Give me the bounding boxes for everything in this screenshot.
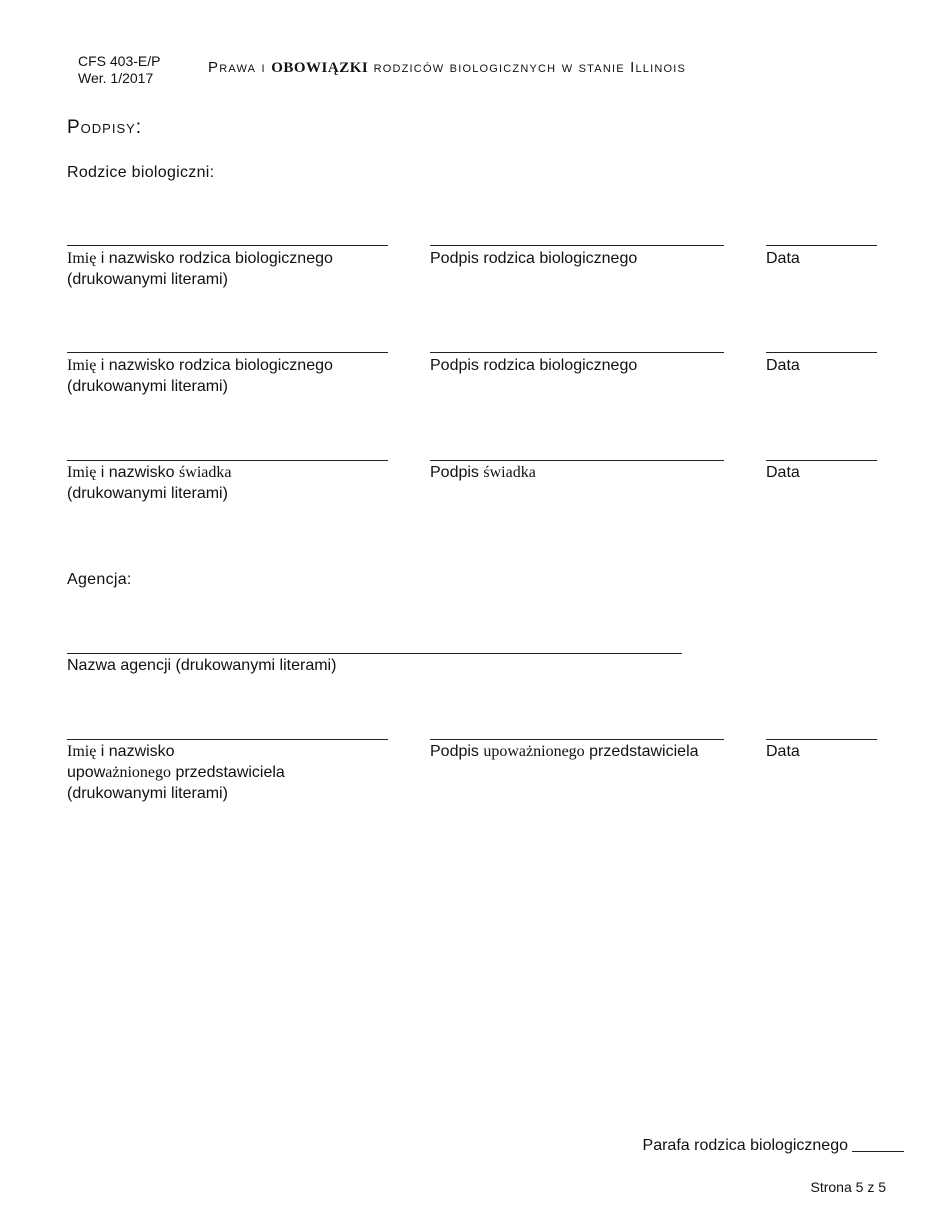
caption-fragment: świadka xyxy=(483,464,536,481)
caption-fragment: i nazwisko xyxy=(96,743,175,760)
witness-name-line[interactable] xyxy=(67,460,388,461)
caption-fragment: Podpis xyxy=(430,464,484,481)
caption-fragment: Imię xyxy=(67,250,97,267)
witness-date-line[interactable] xyxy=(766,460,877,461)
title-part-1: Prawa i xyxy=(208,59,272,76)
parent1-signature-caption: Podpis rodzica biologicznego xyxy=(430,250,638,267)
caption-fragment: przedstawiciela xyxy=(171,764,285,781)
parent1-name-caption xyxy=(67,248,333,290)
parent1-date-caption: Data xyxy=(766,250,800,267)
caption-fragment: Imię xyxy=(67,357,97,374)
representative-date-line[interactable] xyxy=(766,739,877,740)
caption-fragment: przedstawiciela xyxy=(584,743,699,760)
parent1-signature-line[interactable] xyxy=(430,245,724,246)
caption-fragment: i nazwisko xyxy=(96,464,180,481)
title-bold: OBOWIĄZKI xyxy=(271,60,369,76)
parent2-signature-line[interactable] xyxy=(430,352,724,353)
caption-fragment: i nazwisko rodzica biologicznego xyxy=(96,250,333,267)
witness-signature-caption xyxy=(430,462,536,483)
witness-signature-line[interactable] xyxy=(430,460,724,461)
caption-fragment: (drukowanymi literami) xyxy=(67,271,228,288)
parent1-name-line[interactable] xyxy=(67,245,388,246)
representative-signature-caption xyxy=(430,741,699,762)
parent2-signature-caption: Podpis rodzica biologicznego xyxy=(430,357,638,374)
parent2-name-caption xyxy=(67,355,333,397)
caption-fragment: (drukowanymi literami) xyxy=(67,378,228,395)
parent2-name-line[interactable] xyxy=(67,352,388,353)
caption-fragment: (drukowanymi literami) xyxy=(67,785,228,802)
caption-fragment: upow xyxy=(67,764,106,781)
parent-initials-label: Parafa rodzica biologicznego xyxy=(642,1137,848,1154)
biological-parents-label: Rodzice biologiczni: xyxy=(67,164,215,181)
form-number: CFS 403-E/P xyxy=(78,53,161,69)
parent1-date-line[interactable] xyxy=(766,245,877,246)
title-part-2: rodziców biologicznych w stanie Illinois xyxy=(368,59,687,76)
caption-fragment: upoważnionego xyxy=(483,743,585,760)
representative-signature-line[interactable] xyxy=(430,739,724,740)
agency-name-line[interactable] xyxy=(67,653,682,654)
parent-initials xyxy=(643,1137,904,1155)
caption-fragment: i nazwisko rodzica biologicznego xyxy=(96,357,333,374)
representative-name-line[interactable] xyxy=(67,739,388,740)
page-number: Strona 5 z 5 xyxy=(810,1179,886,1195)
caption-fragment: Imię xyxy=(67,743,97,760)
witness-date-caption: Data xyxy=(766,464,800,481)
form-identifier xyxy=(78,53,160,87)
caption-fragment: (drukowanymi literami) xyxy=(67,485,228,502)
caption-fragment: ażnionego xyxy=(105,764,171,781)
document-title xyxy=(208,59,686,77)
agency-label: Agencja: xyxy=(67,571,132,588)
parent-initials-line[interactable] xyxy=(852,1151,904,1152)
agency-name-caption: Nazwa agencji (drukowanymi literami) xyxy=(67,657,337,674)
caption-fragment: świadka xyxy=(179,464,232,481)
caption-fragment: Podpis xyxy=(430,743,484,760)
representative-name-caption xyxy=(67,741,285,804)
parent2-date-caption: Data xyxy=(766,357,800,374)
witness-name-caption xyxy=(67,462,231,504)
parent2-date-line[interactable] xyxy=(766,352,877,353)
caption-fragment: Imię xyxy=(67,464,97,481)
signatures-heading: Podpisy: xyxy=(67,117,143,138)
representative-date-caption: Data xyxy=(766,743,800,760)
form-version: Wer. 1/2017 xyxy=(78,70,154,86)
